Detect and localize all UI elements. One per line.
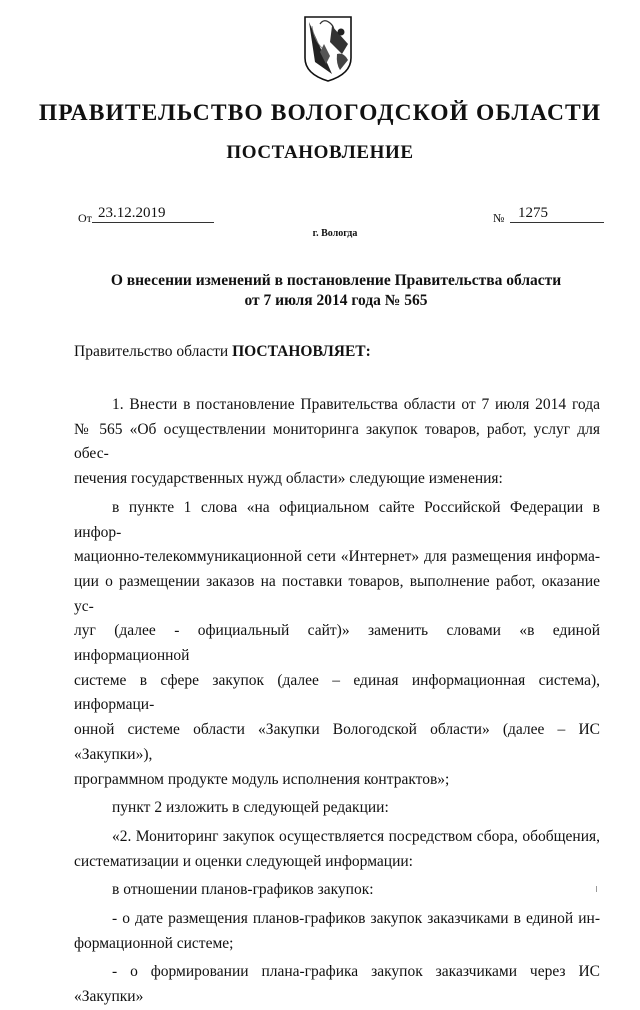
body-line: онной системе области «Закупки Вологодской области» (далее – ИС «Закупки»),: [74, 721, 600, 763]
body-line: в пункте 1 слова «на официальном сайте Российской Федерации в инфор-: [74, 498, 600, 541]
body-line: формационной системе;: [74, 934, 234, 952]
document-title: [80, 271, 592, 311]
body-line: «2. Мониторинг закупок осуществляется посредством сбора, обобщения,: [112, 827, 600, 845]
body-line: мационно-телекоммуникационной сети «Интернет» для размещения информа-: [74, 548, 600, 566]
title-line-2: от 7 июля 2014 года № 565: [244, 292, 428, 309]
body-line: программном продукте модуль исполнения контрактов»;: [74, 770, 450, 788]
body-line: 1. Внести в постановление Правительства области от 7 июля 2014 года: [112, 396, 600, 413]
title-line-1: О внесении изменений в постановление Правительства области: [110, 272, 562, 289]
number-prefix: №: [493, 211, 505, 225]
organization-title: ПРАВИТЕЛЬСТВО ВОЛОГОДСКОЙ ОБЛАСТИ: [38, 100, 602, 126]
body-line: луг (далее - официальный сайт)» заменить словами «в единой информационной: [74, 622, 600, 665]
page-mark: [596, 886, 597, 892]
date-prefix: От: [78, 211, 92, 225]
coat-of-arms-emblem: [302, 14, 354, 84]
document-date: 23.12.2019: [92, 204, 214, 223]
body-line: пункт 2 изложить в следующей редакции:: [112, 799, 389, 817]
body-line: системе в сфере закупок (далее – единая информационная система), информаци-: [74, 671, 600, 714]
decree-keyword: ПОСТАНОВЛЯЕТ:: [232, 343, 371, 360]
document-body: [74, 393, 600, 1010]
decree-line: [74, 343, 371, 361]
body-line: печения государственных нужд области» следующие изменения:: [74, 470, 503, 488]
body-line: систематизации и оценки следующей информации:: [74, 852, 413, 870]
body-line: ции о размещении заказов на поставки товаров, выполнение работ, оказание ус-: [74, 572, 600, 615]
body-line: в отношении планов-графиков закупок:: [112, 881, 374, 899]
body-line: - о дате размещения планов-графиков закупок заказчиками в единой ин-: [112, 910, 600, 928]
document-number: 1275: [510, 204, 604, 223]
city-label: г. Вологда: [312, 228, 358, 239]
document-type: ПОСТАНОВЛЕНИЕ: [226, 142, 414, 163]
decree-lead: Правительство области: [74, 343, 229, 360]
body-line: - о формировании плана-графика закупок заказчиками через ИС «Закупки»: [74, 963, 600, 1006]
body-line: № 565 «Об осуществлении мониторинга закупок товаров, работ, услуг для обес-: [74, 420, 600, 463]
